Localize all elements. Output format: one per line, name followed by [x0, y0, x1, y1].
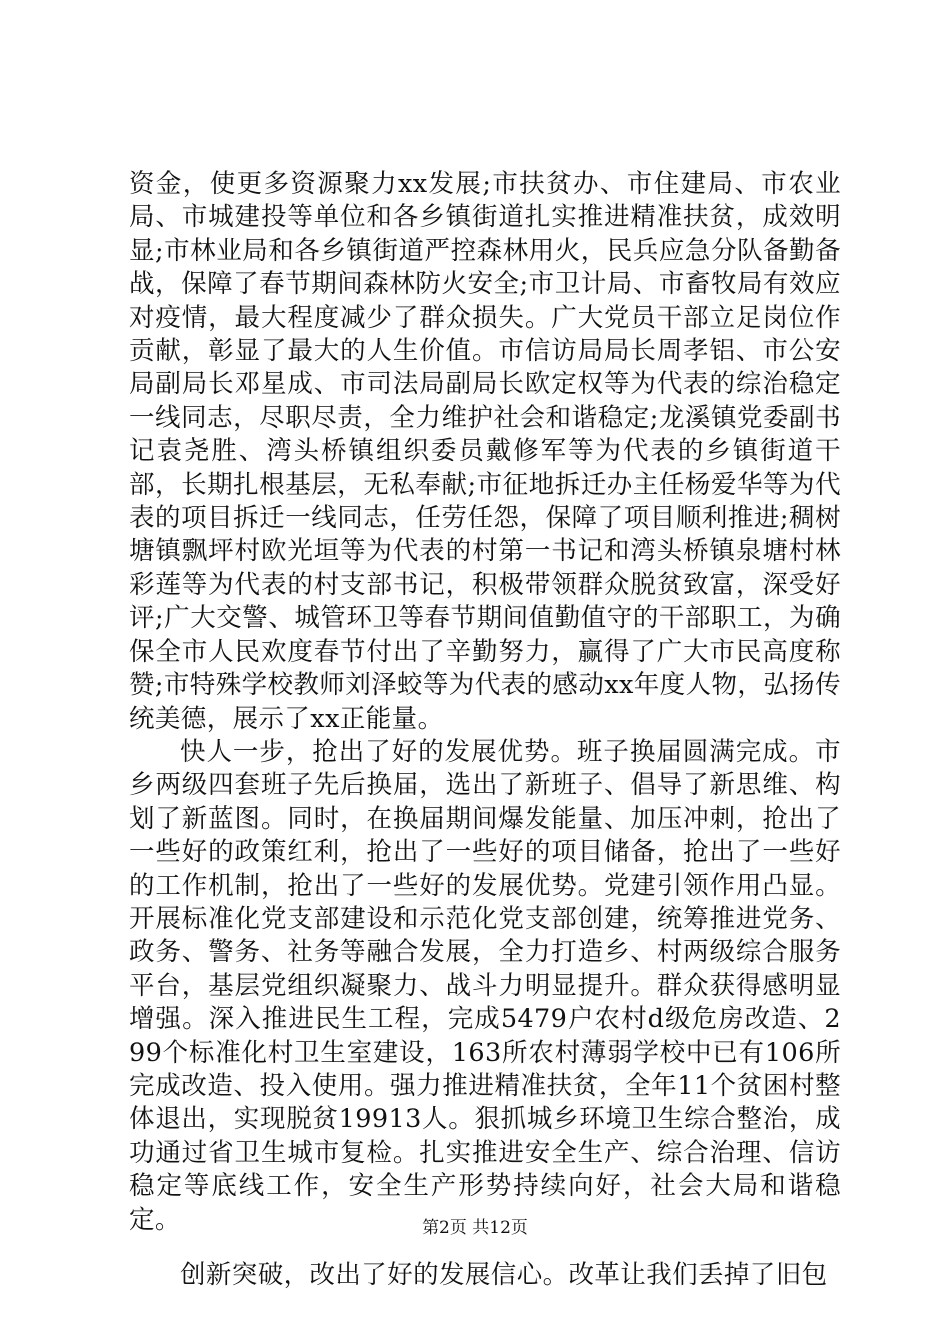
paragraph-spacer	[129, 1237, 841, 1259]
document-body	[129, 168, 841, 1292]
paragraph-2: 快人一步，抢出了好的发展优势。班子换届圆满完成。市乡两级四套班子先后换届，选出了新班子、倡导了新思维、构划了新蓝图。同时，在换届期间爆发能量、加压冲刺，抢出了一些好的政策红利，抢出了一些好的项目储备，抢出了一些好的工作机制，抢出了一些好的发展优势。党建引领作用凸显。开展标准化党支部建设和示范化党支部创建，统筹推进党务、政务、警务、社务等融合发展，全力打造乡、村两级综合服务平台，基层党组织凝聚力、战斗力明显提升。群众获得感明显增强。深入推进民生工程，完成5479户农村d级危房改造、299个标准化村卫生室建设，163所农村薄弱学校中已有106所完成改造、投入使用。强力推进精准扶贫，全年11个贫困村整体退出，实现脱贫19913人。狠抓城乡环境卫生综合整治，成功通过省卫生城市复检。扎实推进安全生产、综合治理、信访稳定等底线工作，安全生产形势持续向好，社会大局和谐稳定。	[129, 736, 841, 1235]
page-number-footer: 第2页 共12页	[422, 1218, 528, 1238]
paragraph-3: 创新突破，改出了好的发展信心。改革让我们丢掉了旧包	[180, 1260, 828, 1290]
paragraph-1: 资金，使更多资源聚力xx发展;市扶贫办、市住建局、市农业局、市城建投等单位和各乡镇街道扎实推进精准扶贫，成效明显;市林业局和各乡镇街道严控森林用火，民兵应急分队备勤备战，保障了春节期间森林防火安全;市卫计局、市畜牧局有效应对疫情，最大程度减少了群众损失。广大党员干部立足岗位作贡献，彰显了最大的人生价值。市信访局局长周孝铝、市公安局副局长邓星成、市司法局副局长欧定权等为代表的综治稳定一线同志，尽职尽责，全力维护社会和谐稳定;龙溪镇党委副书记袁尧胜、湾头桥镇组织委员戴修军等为代表的乡镇街道干部，长期扎根基层，无私奉献;市征地拆迁办主任杨爱华等为代表的项目拆迁一线同志，任劳任怨，保障了项目顺利推进;稠树塘镇飘坪村欧光垣等为代表的村第一书记和湾头桥镇泉塘村林彩莲等为代表的村支部书记，积极带领群众脱贫致富，深受好评;广大交警、城管环卫等春节期间值勤值守的干部职工，为确保全市人民欢度春节付出了辛勤努力，赢得了广大市民高度称赞;市特殊学校教师刘泽蛟等为代表的感动xx年度人物，弘扬传统美德，展示了xx正能量。	[129, 169, 841, 734]
